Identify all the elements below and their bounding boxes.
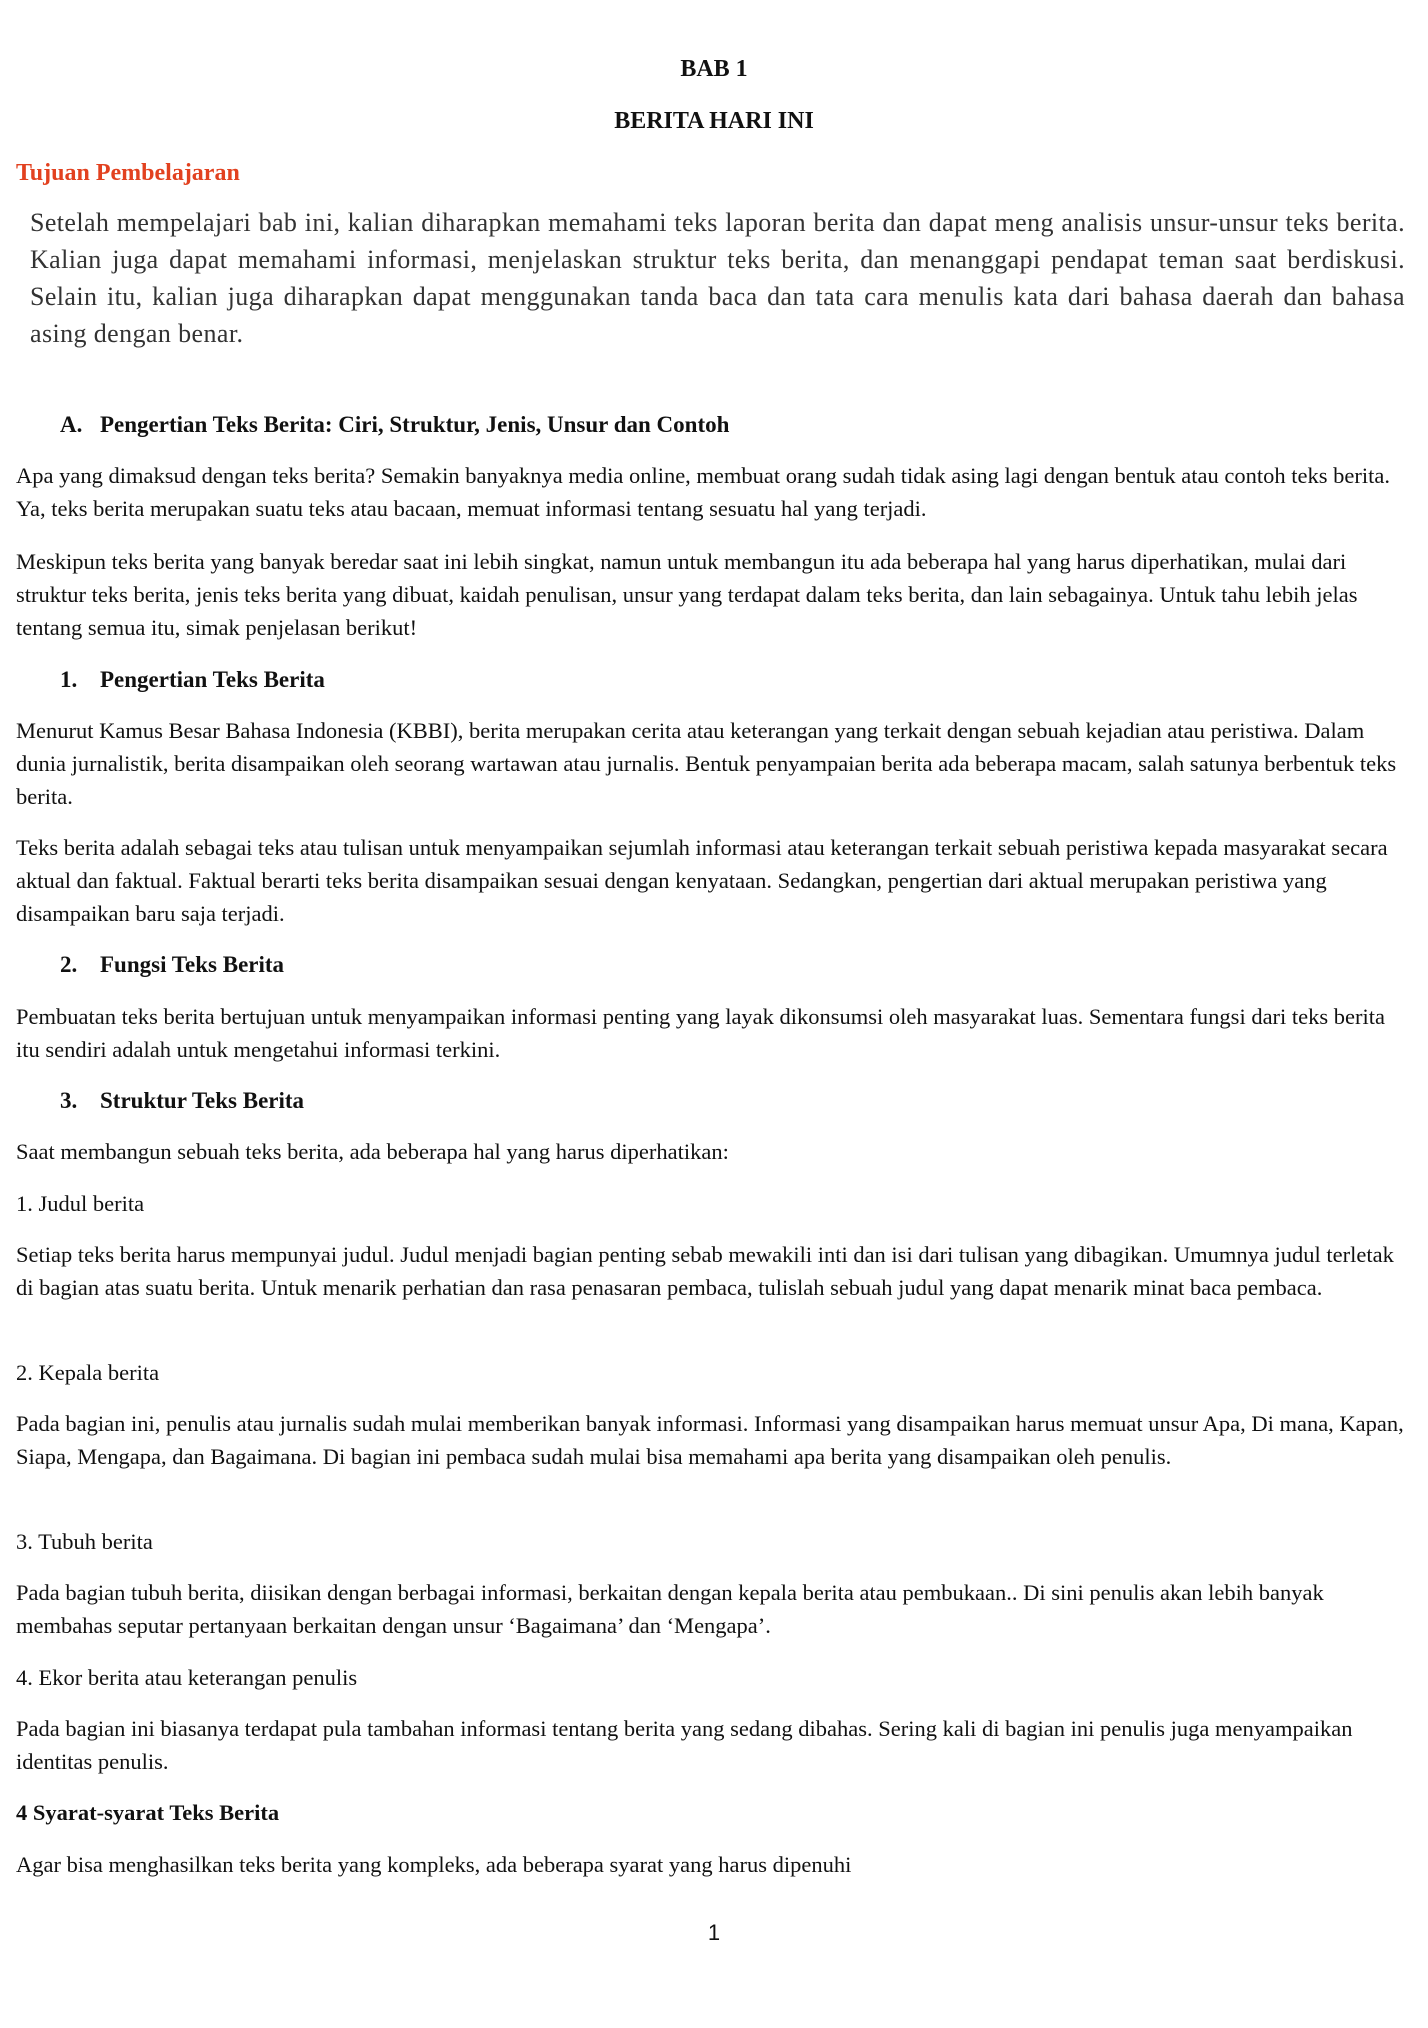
section-a-paragraph-1: Apa yang dimaksud dengan teks berita? Semakin banyaknya media online, membuat orang sudah tidak asing lagi dengan bentuk atau contoh teks berita. Ya, teks berita merupakan suatu teks atau bacaan, memuat informasi tentang sesuatu hal yang terjadi. xyxy=(16,463,1390,521)
sub3-heading xyxy=(60,1084,1360,1117)
structure-item-label: 2. Kepala berita xyxy=(16,1360,160,1385)
structure-item-label: 3. Tubuh berita xyxy=(16,1529,153,1554)
structure-item-label: 1. Judul berita xyxy=(16,1191,145,1216)
objectives-heading: Tujuan Pembelajaran xyxy=(16,160,240,186)
sub3-title: Struktur Teks Berita xyxy=(100,1088,305,1113)
page-number: 1 xyxy=(707,1920,721,1945)
structure-item-text: Setiap teks berita harus mempunyai judul. Judul menjadi bagian penting sebab mewakili inti dan isi dari tulisan yang dibagikan. Umumnya judul terletak di bagian atas suatu berita. Untuk menarik perhatian dan rasa penasaran pembaca, tulislah sebuah judul yang dapat menarik minat baca pembaca. xyxy=(16,1242,1394,1300)
structure-item-text: Pada bagian ini, penulis atau jurnalis sudah mulai memberikan banyak informasi. Informasi yang disampaikan harus memuat unsur Apa, Di mana, Kapan, Siapa, Mengapa, dan Bagaimana. Di bagian ini pembaca sudah mulai bisa memahami apa berita yang disampaikan oleh penulis. xyxy=(16,1411,1404,1469)
structure-item-text: Pada bagian tubuh berita, diisikan dengan berbagai informasi, berkaitan dengan kepala berita atau pembukaan.. Di sini penulis akan lebih banyak membahas seputar pertanyaan berkaitan dengan unsur ‘Bagaimana’ dan ‘Mengapa’. xyxy=(16,1580,1324,1638)
sub4-heading: 4 Syarat-syarat Teks Berita xyxy=(16,1800,280,1825)
sub1-paragraph-1: Menurut Kamus Besar Bahasa Indonesia (KBBI), berita merupakan cerita atau keterangan yang terkait dengan sebuah kejadian atau peristiwa. Dalam dunia jurnalistik, berita disampaikan oleh seorang wartawan atau jurnalis. Bentuk penyampaian berita ada beberapa macam, salah satunya berbentuk teks berita. xyxy=(16,718,1397,809)
sub4-intro: Agar bisa menghasilkan teks berita yang kompleks, ada beberapa syarat yang harus dipenuhi xyxy=(16,1852,852,1877)
sub2-number: 2. xyxy=(60,952,78,977)
page-title: BERITA HARI INI xyxy=(614,108,814,134)
sub2-title: Fungsi Teks Berita xyxy=(100,952,285,977)
sub2-heading xyxy=(60,948,1360,981)
sub1-title: Pengertian Teks Berita xyxy=(100,667,325,692)
section-a-number: A. xyxy=(60,412,83,437)
section-a-paragraph-2: Meskipun teks berita yang banyak beredar saat ini lebih singkat, namun untuk membangun itu ada beberapa hal yang harus diperhatikan, mulai dari struktur teks berita, jenis teks berita yang dibuat, kaidah penulisan, unsur yang terdapat dalam teks berita, dan lain sebagainya. Untuk tahu lebih jelas tentang semua itu, simak penjelasan berikut! xyxy=(16,549,1358,640)
sub2-paragraph-1: Pembuatan teks berita bertujuan untuk menyampaikan informasi penting yang layak dikonsumsi oleh masyarakat luas. Sementara fungsi dari teks berita itu sendiri adalah untuk mengetahui informasi terkini. xyxy=(16,1004,1386,1062)
structure-item-label: 4. Ekor berita atau keterangan penulis xyxy=(16,1665,358,1690)
sub1-paragraph-2: Teks berita adalah sebagai teks atau tulisan untuk menyampaikan sejumlah informasi atau keterangan terkait sebuah peristiwa kepada masyarakat secara aktual dan faktual. Faktual berarti teks berita disampaikan sesuai dengan kenyataan. Sedangkan, pengertian dari aktual merupakan peristiwa yang disampaikan baru saja terjadi. xyxy=(16,835,1388,926)
sub1-heading xyxy=(60,663,1360,696)
section-a-title: Pengertian Teks Berita: Ciri, Struktur, Jenis, Unsur dan Contoh xyxy=(100,412,730,437)
sub3-number: 3. xyxy=(60,1088,78,1113)
sub3-intro: Saat membangun sebuah teks berita, ada beberapa hal yang harus diperhatikan: xyxy=(16,1139,729,1164)
objectives-text: Setelah mempelajari bab ini, kalian diharapkan memahami teks laporan berita dan dapat meng analisis unsur-unsur teks berita. Kalian juga dapat memahami informasi, menjelaskan struktur teks berita, dan menanggapi pendapat teman saat berdiskusi. Selain itu, kalian juga diharapkan dapat menggunakan tanda baca dan tata cara menulis kata dari bahasa daerah dan bahasa asing dengan benar. xyxy=(30,208,1405,348)
structure-item-text: Pada bagian ini biasanya terdapat pula tambahan informasi tentang berita yang sedang dibahas. Sering kali di bagian ini penulis juga menyampaikan identitas penulis. xyxy=(16,1716,1353,1774)
sub1-number: 1. xyxy=(60,667,78,692)
section-a-heading xyxy=(60,408,1360,441)
chapter-label: BAB 1 xyxy=(680,56,748,82)
